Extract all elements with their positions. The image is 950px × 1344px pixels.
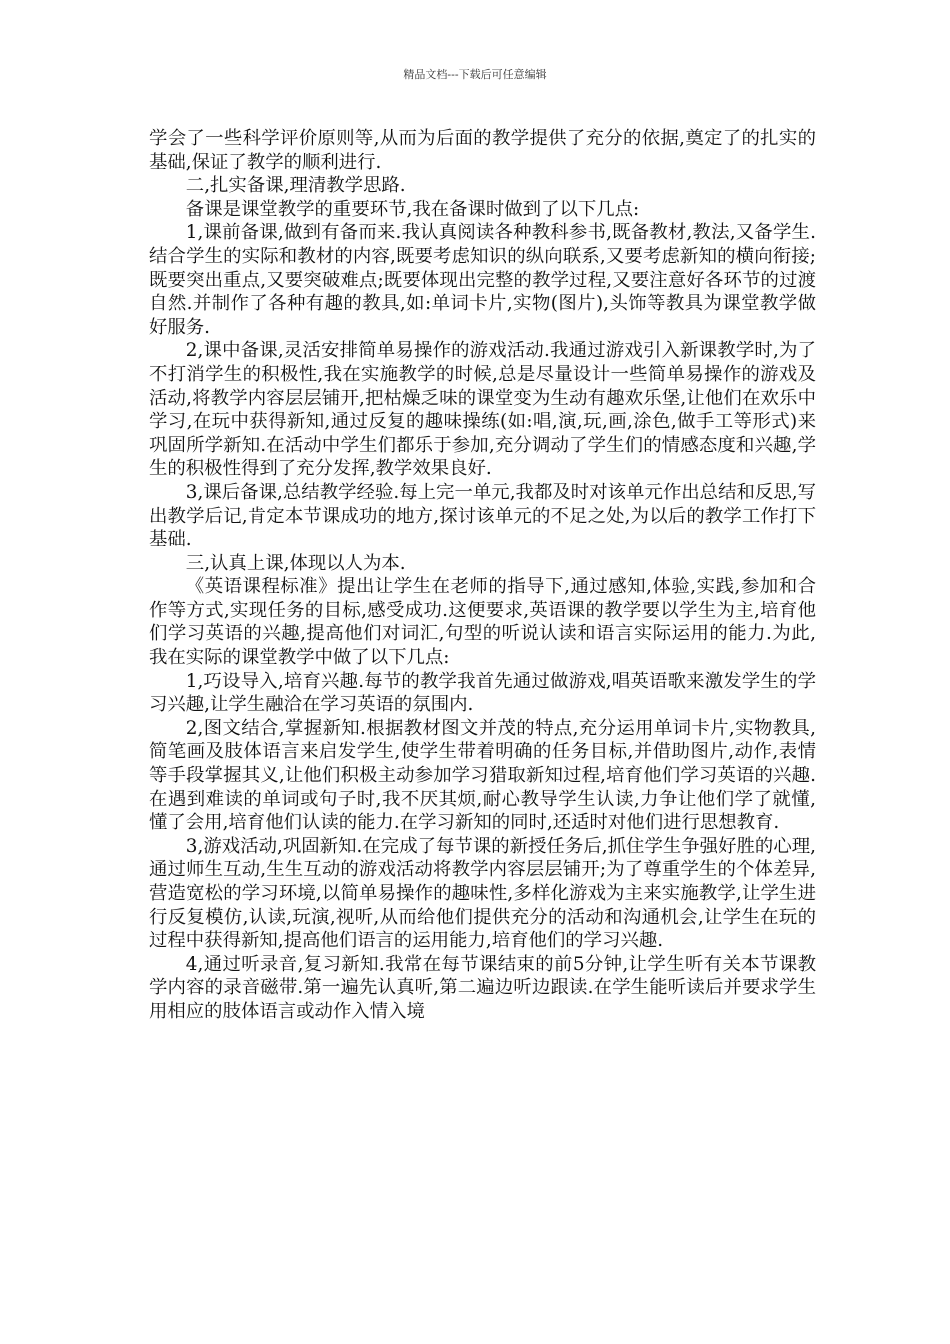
document-body <box>149 127 816 1024</box>
paragraph: 学会了一些科学评价原则等,从而为后面的教学提供了充分的依据,奠定了的扎实的基础,保证了教学的顺利进行. <box>149 128 816 173</box>
section-heading: 二,扎实备课,理清教学思路. <box>185 175 406 197</box>
paragraph: 3,课后备课,总结教学经验.每上完一单元,我都及时对该单元作出总结和反思,写出教学后记,肯定本节课成功的地方,探讨该单元的不足之处,为以后的教学工作打下基础. <box>149 481 816 551</box>
section-heading: 三,认真上课,体现以人为本. <box>185 552 406 574</box>
paragraph: 1,巧设导入,培育兴趣.每节的教学我首先通过做游戏,唱英语歌来激发学生的学习兴趣,让学生融洽在学习英语的氛围内. <box>149 670 816 716</box>
paragraph: 2,图文结合,掌握新知.根据教材图文并茂的特点,充分运用单词卡片,实物教具,简笔画及肢体语言来启发学生,使学生带着明确的任务目标,并借助图片,动作,表情等手段掌握其义,让他们积极主动参加学习猎取新知过程,培育他们学习英语的兴趣.在遇到难读的单词或句子时,我不厌其烦,耐心教导学生认读,力争让他们学了就懂,懂了会用,培育他们认读的能力.在学习新知的同时,还适时对他们进行思想教育. <box>149 717 816 834</box>
paragraph: 1,课前备课,做到有备而来.我认真阅读各种教科参书,既备教材,教法,又备学生.结合学生的实际和教材的内容,既要考虑知识的纵向联系,又要考虑新知的横向衔接;既要突出重点,又要突破难点;既要体现出完整的教学过程,又要注意好各环节的过渡自然.并制作了各种有趣的教具,如:单词卡片,实物(图片),头饰等教具为课堂教学做好服务. <box>149 222 816 338</box>
page-header: 精品文档---下载后可任意编辑 <box>403 68 547 81</box>
paragraph: 备课是课堂教学的重要环节,我在备课时做到了以下几点: <box>185 198 640 220</box>
paragraph: 4,通过听录音,复习新知.我常在每节课结束的前5分钟,让学生听有关本节课教学内容的录音磁带.第一遍先认真听,第二遍边听边跟读.在学生能听读后并要求学生用相应的肢体语言或动作入情入境 <box>149 953 816 1022</box>
paragraph: 《英语课程标准》提出让学生在老师的指导下,通过感知,体验,实践,参加和合作等方式,实现任务的目标,感受成功.这便要求,英语课的教学要以学生为主,培育他们学习英语的兴趣,提高他们对词汇,句型的听说认读和语言实际运用的能力.为此,我在实际的课堂教学中做了以下几点: <box>149 576 816 669</box>
paragraph: 3,游戏活动,巩固新知.在完成了每节课的新授任务后,抓住学生争强好胜的心理,通过师生互动,生生互动的游戏活动将教学内容层层铺开;为了尊重学生的个体差异,营造宽松的学习环境,以简单易操作的趣味性,多样化游戏为主来实施教学,让学生进行反复模仿,认读,玩演,视听,从而给他们提供充分的活动和沟通机会,让学生在玩的过程中获得新知,提高他们语言的运用能力,培育他们的学习兴趣. <box>149 835 816 952</box>
paragraph: 2,课中备课,灵活安排简单易操作的游戏活动.我通过游戏引入新课教学时,为了不打消学生的积极性,我在实施教学的时候,总是尽量设计一些简单易操作的游戏及活动,将教学内容层层铺开,把枯燥乏味的课堂变为生动有趣欢乐堡,让他们在欢乐中学习,在玩中获得新知,通过反复的趣味操练(如:唱,演,玩,画,涂色,做手工等形式)来巩固所学新知.在活动中学生们都乐于参加,充分调动了学生们的情感态度和兴趣,学生的积极性得到了充分发挥,教学效果良好. <box>149 340 816 480</box>
